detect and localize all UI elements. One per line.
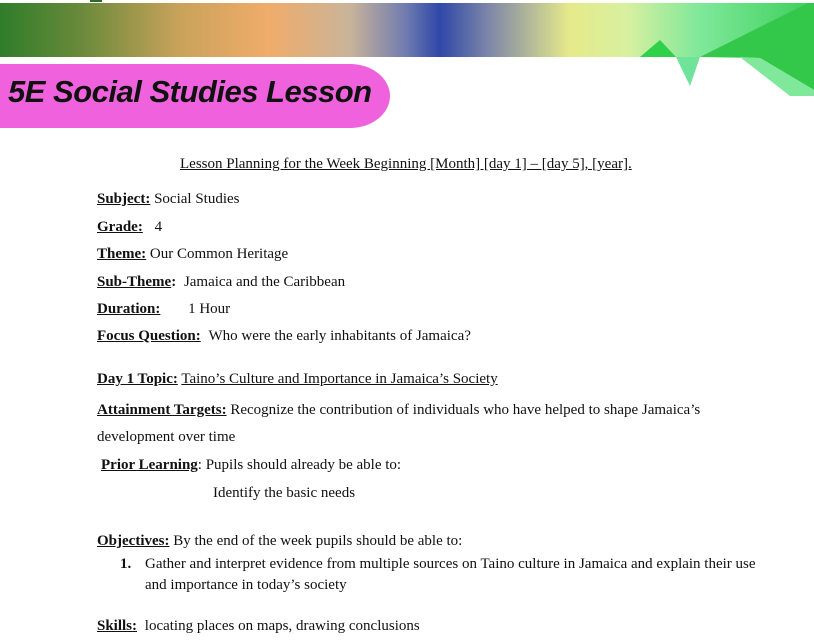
focus-question-row: [97, 328, 471, 345]
theme-value: Our Common Heritage: [149, 246, 289, 262]
theme-row: [97, 246, 288, 263]
theme-label: Theme:: [97, 246, 147, 262]
day1-topic-value: Taino’s Culture and Importance in Jamaica’s Society: [181, 371, 498, 387]
duration-label: Duration:: [97, 301, 161, 317]
lesson-heading: Lesson Planning for the Week Beginning [Month] [day 1] – [day 5], [year].: [180, 156, 632, 172]
sub-theme-row: [97, 274, 345, 291]
sub-theme-label: Sub-Theme: [97, 274, 172, 290]
objective-text: Gather and interpret evidence from multiple sources on Taino culture in Jamaica and explain their use and importance in today’s society: [145, 556, 756, 593]
attainment-value-line2: development over time: [97, 429, 236, 445]
attainment-value-line1: Recognize the contribution of individuals who have helped to shape Jamaica’s: [230, 402, 701, 418]
day1-topic-label: Day 1 Topic:: [97, 371, 178, 387]
subject-label: Subject:: [97, 191, 151, 207]
grade-value: 4: [154, 219, 163, 235]
prior-learning-value: : Pupils should already be able to:: [197, 457, 402, 473]
duration-row: [97, 301, 230, 318]
subject-value: Social Studies: [154, 191, 240, 207]
focus-question-label: Focus Question:: [97, 328, 201, 344]
subject-row: [97, 191, 240, 208]
objective-number: 1.: [120, 556, 132, 572]
grade-row: [97, 219, 162, 236]
objectives-row: [97, 533, 462, 550]
sub-theme-colon: :: [171, 274, 177, 290]
prior-learning-item: Identify the basic needs: [213, 485, 356, 501]
prior-learning-row: [101, 457, 401, 474]
attainment-label: Attainment Targets:: [97, 402, 227, 418]
skills-label: Skills:: [97, 618, 138, 634]
page-title: 5E Social Studies Lesson: [8, 74, 372, 109]
duration-value: 1 Hour: [188, 301, 231, 317]
skills-row: [97, 618, 420, 635]
objectives-intro: By the end of the week pupils should be able to:: [173, 533, 463, 549]
focus-question-value: Who were the early inhabitants of Jamaica?: [208, 328, 471, 344]
day1-topic-row: [97, 371, 498, 388]
objectives-label: Objectives:: [97, 533, 170, 549]
sub-theme-value: Jamaica and the Caribbean: [183, 274, 346, 290]
attainment-row: [97, 402, 700, 419]
skills-value: locating places on maps, drawing conclusions: [144, 618, 420, 634]
prior-learning-label: Prior Learning: [101, 457, 198, 473]
grade-label: Grade:: [97, 219, 143, 235]
